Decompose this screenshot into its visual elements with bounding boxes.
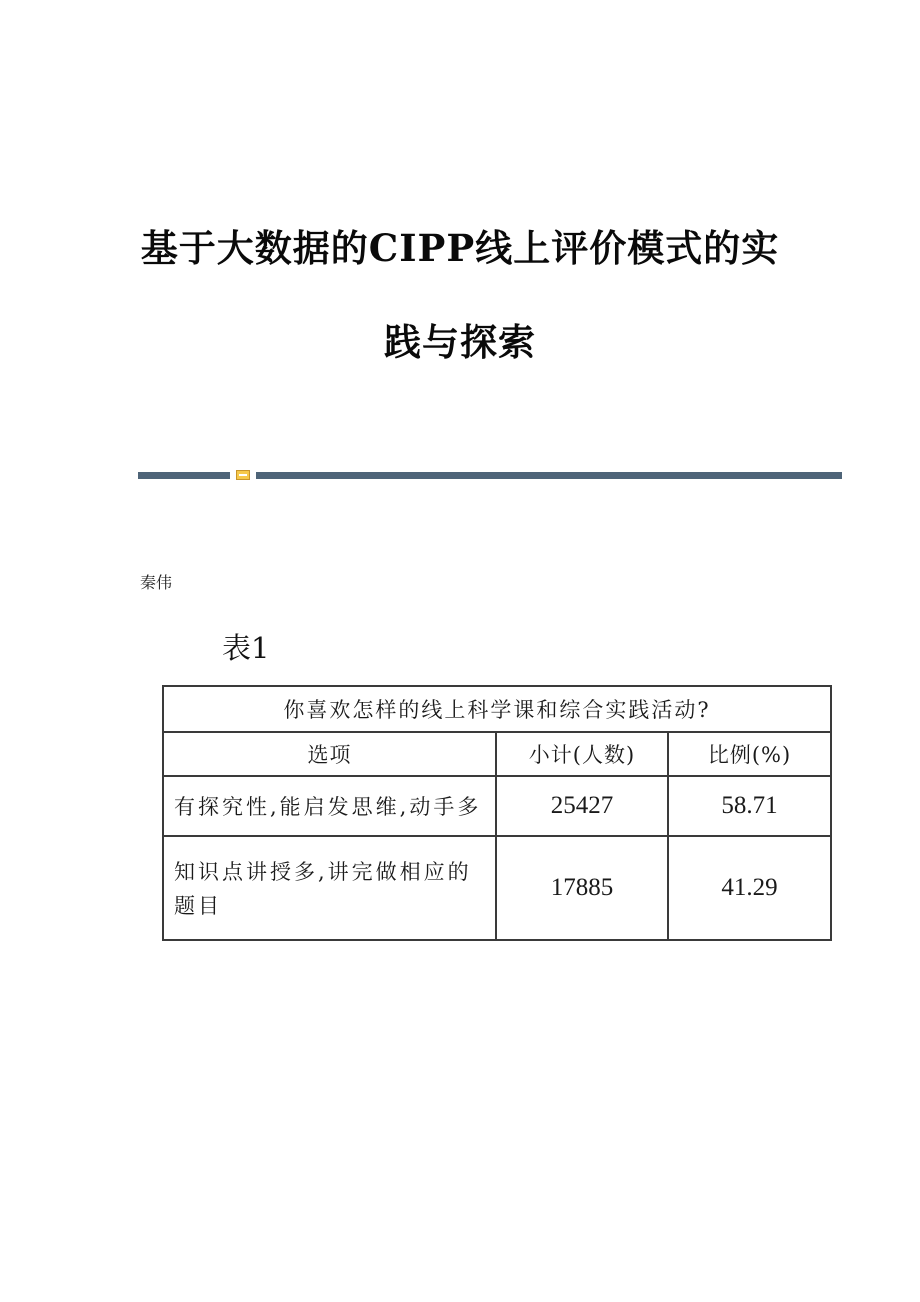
row-count: 25427	[496, 776, 668, 836]
table-row	[163, 776, 831, 836]
row-count: 17885	[496, 836, 668, 940]
table-question: 你喜欢怎样的线上科学课和综合实践活动?	[163, 686, 831, 732]
table-row	[163, 836, 831, 940]
row-option: 知识点讲授多,讲完做相应的题目	[163, 836, 496, 940]
header-percent: 比例(%)	[668, 732, 831, 776]
divider-ornament-icon	[236, 470, 250, 480]
survey-table	[162, 685, 832, 941]
author-name: 秦伟	[140, 573, 173, 592]
divider-bar-left	[138, 472, 230, 479]
document-title-line-1: 基于大数据的CIPP线上评价模式的实	[140, 226, 780, 270]
table-question-row	[163, 686, 831, 732]
document-title-line-2: 践与探索	[384, 320, 536, 364]
divider-bar-right	[256, 472, 842, 479]
row-option: 有探究性,能启发思维,动手多	[163, 776, 496, 836]
header-option: 选项	[163, 732, 496, 776]
table-label: 表1	[222, 631, 270, 665]
section-divider	[138, 470, 842, 480]
table-header-row	[163, 732, 831, 776]
header-count: 小计(人数)	[496, 732, 668, 776]
row-percent: 41.29	[668, 836, 831, 940]
row-percent: 58.71	[668, 776, 831, 836]
